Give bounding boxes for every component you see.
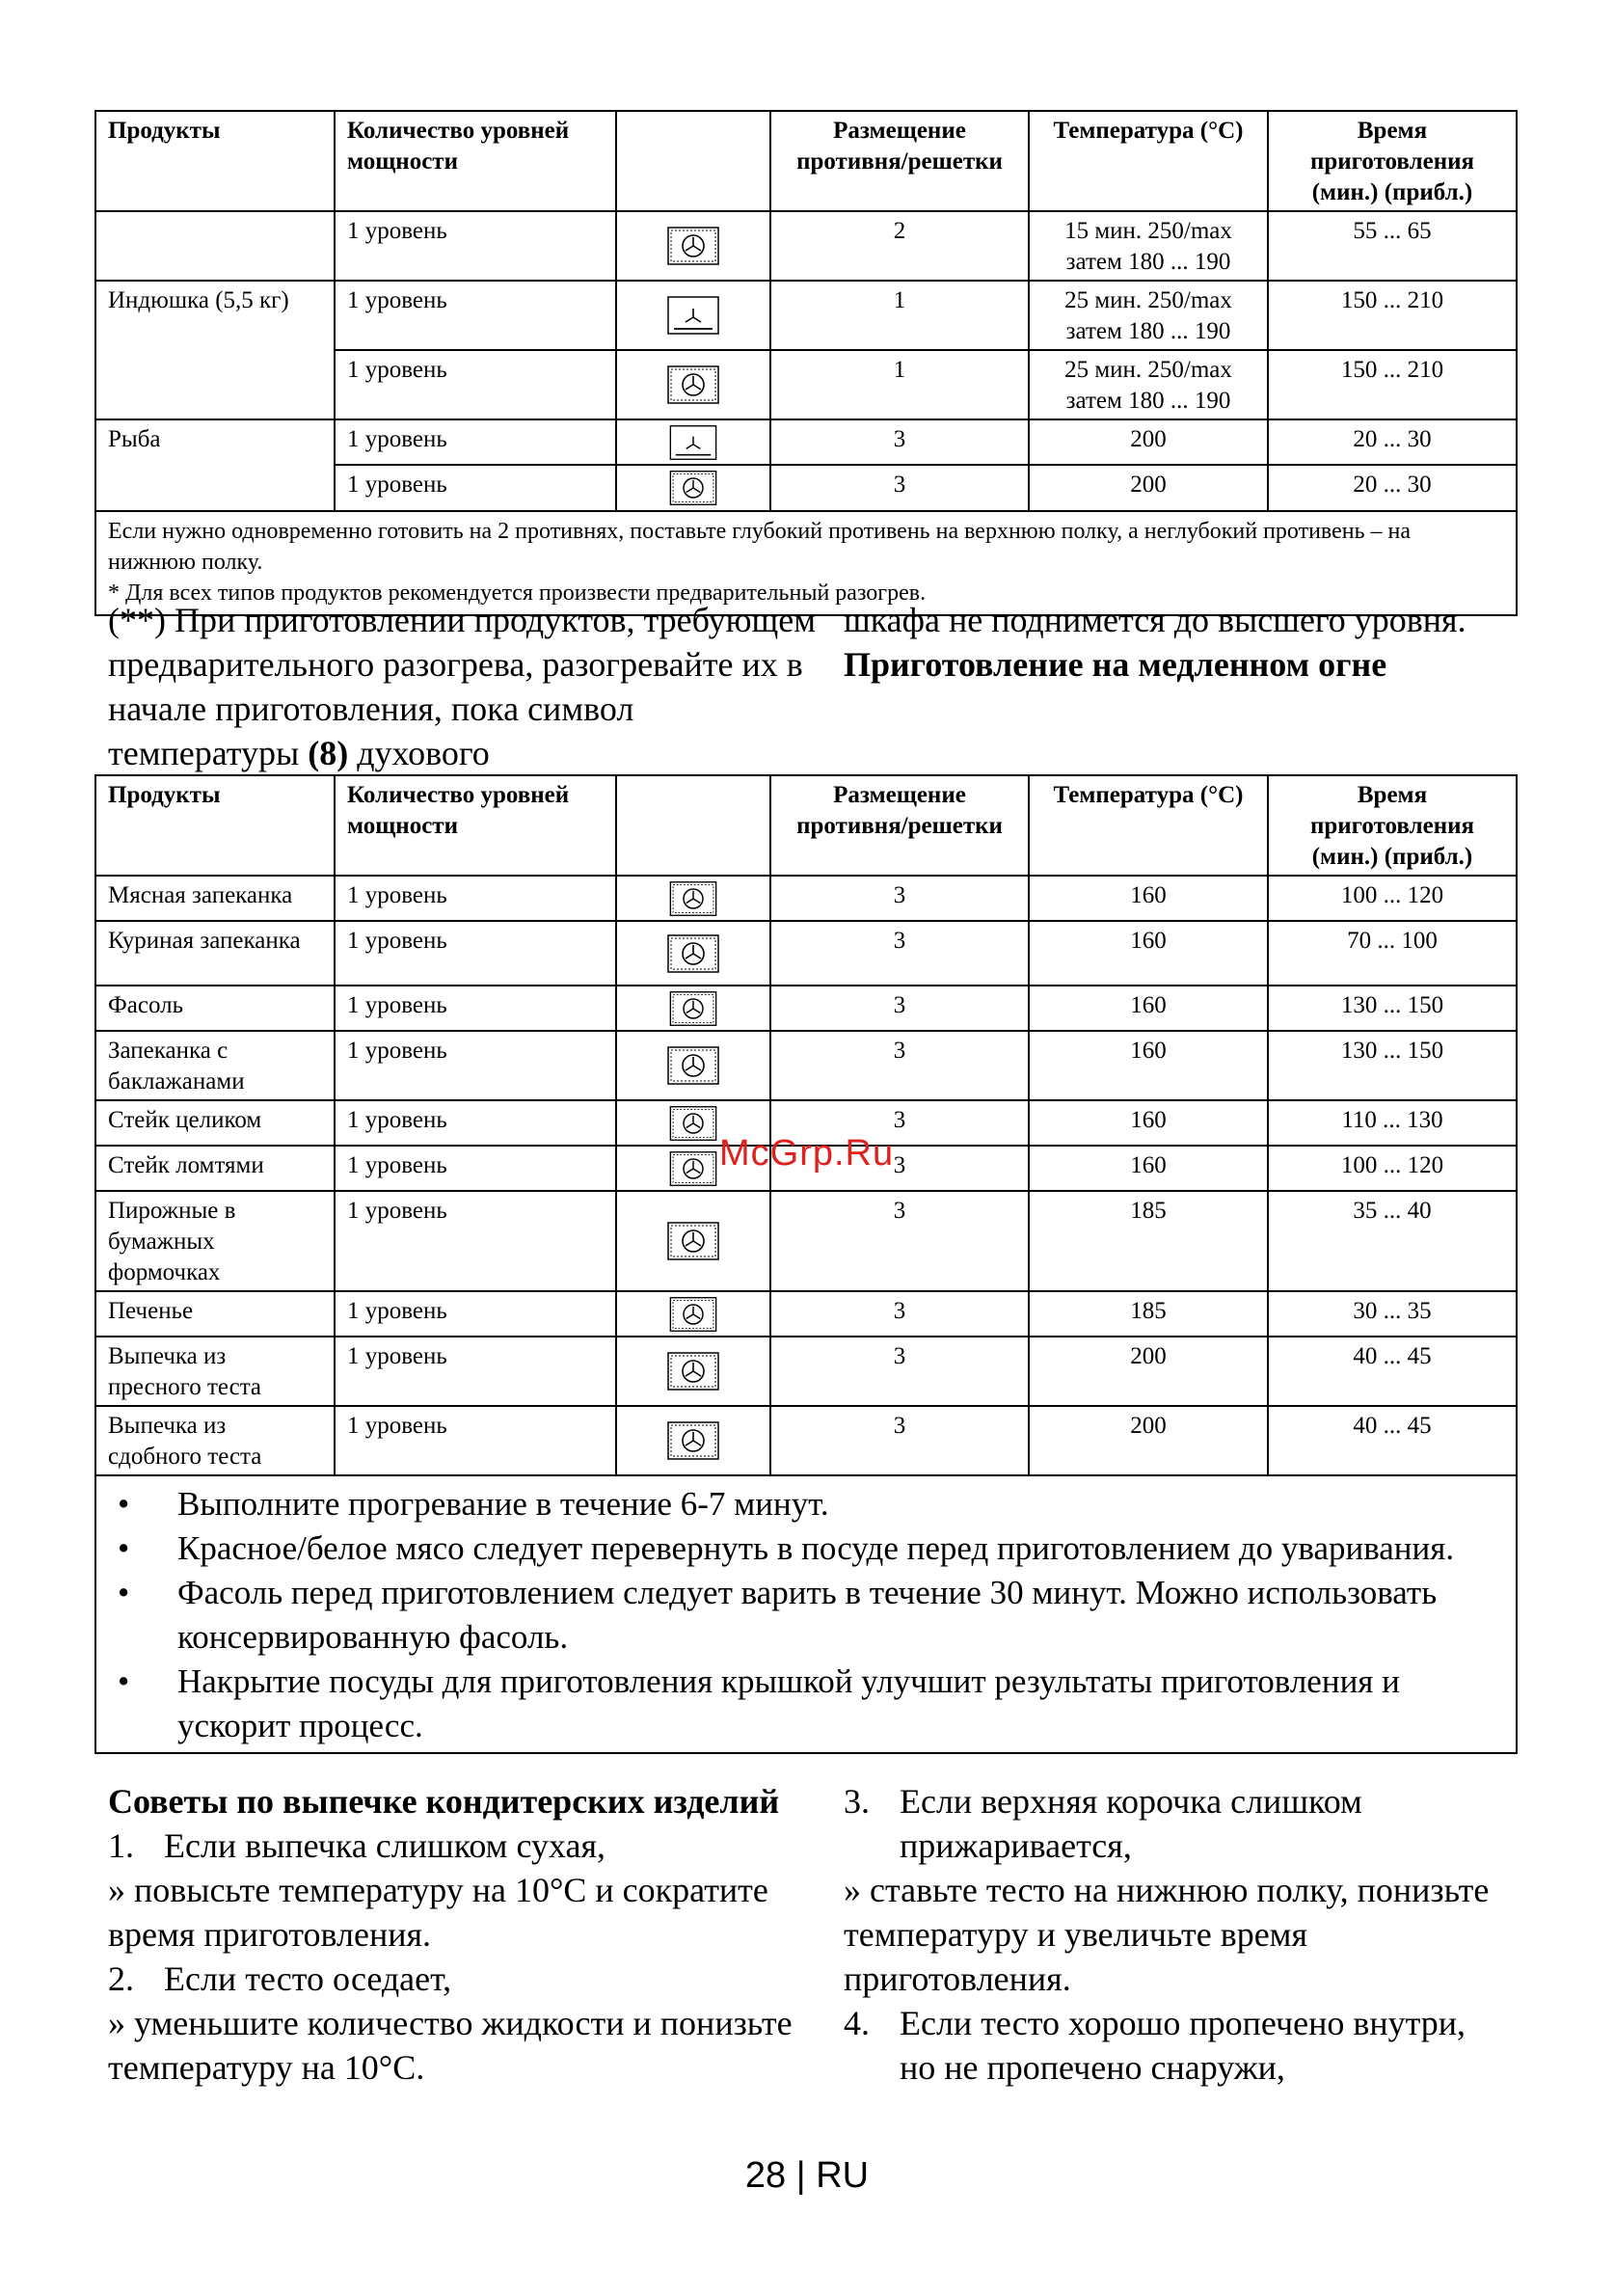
- fan-icon: [665, 1044, 721, 1087]
- page-number: 28 | RU: [744, 2155, 870, 2196]
- fan-icon: [665, 1220, 721, 1262]
- fan-icon: [665, 879, 721, 918]
- header-temperature: Температура (°C): [1029, 111, 1268, 211]
- cell-level: 1 уровень: [335, 1146, 616, 1191]
- cell-level: 1 уровень: [335, 1406, 616, 1475]
- cell-time: 70 ... 100: [1268, 921, 1517, 986]
- cell-temp: 160: [1029, 876, 1268, 921]
- tips-right-column: [844, 1779, 1509, 2090]
- cell-level: 1 уровень: [335, 211, 616, 281]
- cell-level: 1 уровень: [335, 1291, 616, 1337]
- cell-time: 40 ... 45: [1268, 1406, 1517, 1475]
- header-temperature: Температура (°C): [1029, 775, 1268, 876]
- cell-shelf: 3: [770, 419, 1029, 465]
- fan-icon: [665, 469, 721, 507]
- cell-temp: 160: [1029, 1100, 1268, 1146]
- table-row: [95, 1031, 1517, 1100]
- cell-shelf: 3: [770, 921, 1029, 986]
- cell-temp: 185: [1029, 1191, 1268, 1291]
- table-header-row: [95, 775, 1517, 876]
- cell-shelf: 3: [770, 1291, 1029, 1337]
- fan-icon: [665, 932, 721, 975]
- header-levels: Количество уровней мощности: [335, 111, 616, 211]
- cell-temp: 25 мин. 250/max затем 180 ... 190: [1029, 350, 1268, 419]
- tip-advice: » уменьшите количество жидкости и понизьте температуру на 10°C.: [108, 2004, 793, 2087]
- cell-time: 20 ... 30: [1268, 465, 1517, 511]
- cell-temp: 160: [1029, 1146, 1268, 1191]
- list-item: • Выполните прогревание в течение 6-7 минут.: [118, 1485, 829, 1523]
- header-placement: Размещение противня/решетки: [770, 775, 1029, 876]
- cell-product: [95, 211, 335, 281]
- cooking-table-1: [94, 110, 1518, 616]
- table-row: [95, 1191, 1517, 1291]
- cell-level: 1 уровень: [335, 1100, 616, 1146]
- cell-temp: 160: [1029, 921, 1268, 986]
- fan-icon: [665, 1419, 721, 1462]
- list-item: • Накрытие посуды для приготовления крышкой улучшит результаты приготовления и ускорит процесс.: [118, 1662, 1400, 1744]
- list-item: 2. Если тесто оседает,: [108, 1959, 452, 1998]
- table-row: [95, 876, 1517, 921]
- cell-time: 20 ... 30: [1268, 419, 1517, 465]
- section-heading-slow-cook: Приготовление на медленном огне: [844, 645, 1387, 684]
- table-header-row: [95, 111, 1517, 211]
- bottom-fan-icon: [665, 423, 721, 462]
- cell-product: Стейк ломтями: [95, 1146, 335, 1191]
- cell-product: Пирожные в бумажных формочках: [95, 1191, 335, 1291]
- cell-product: Печенье: [95, 1291, 335, 1337]
- cell-time: 130 ... 150: [1268, 986, 1517, 1031]
- tip-advice: » ставьте тесто на нижнюю полку, понизьте температуру и увеличьте время приготовления.: [844, 1871, 1490, 1998]
- cell-temp: 200: [1029, 419, 1268, 465]
- cell-product: Рыба: [95, 419, 335, 511]
- fan-icon: [665, 1295, 721, 1334]
- list-item: • Фасоль перед приготовлением следует варить в течение 30 минут. Можно использовать консервированную фасоль.: [118, 1574, 1438, 1656]
- list-item: 1. Если выпечка слишком сухая,: [108, 1826, 606, 1865]
- cell-level: 1 уровень: [335, 465, 616, 511]
- cell-product: Выпечка из сдобного теста: [95, 1406, 335, 1475]
- header-products: Продукты: [95, 111, 335, 211]
- cell-time: 35 ... 40: [1268, 1191, 1517, 1291]
- table-row: [95, 211, 1517, 281]
- cell-level: 1 уровень: [335, 1191, 616, 1291]
- watermark-text: McGrp.Ru: [719, 1133, 895, 1174]
- cell-temp: 25 мин. 250/max затем 180 ... 190: [1029, 281, 1268, 350]
- cell-level: 1 уровень: [335, 281, 616, 350]
- header-products: Продукты: [95, 775, 335, 876]
- header-icon-col: [616, 111, 770, 211]
- cell-shelf: 3: [770, 1191, 1029, 1291]
- cell-temp: 160: [1029, 986, 1268, 1031]
- fan-icon: [665, 1350, 721, 1392]
- cell-level: 1 уровень: [335, 986, 616, 1031]
- fan-icon: [665, 1104, 721, 1143]
- table-row: [95, 1406, 1517, 1475]
- cell-shelf: 1: [770, 281, 1029, 350]
- tips-left-column: [108, 1779, 802, 2090]
- cell-time: 130 ... 150: [1268, 1031, 1517, 1100]
- table-notes-row: [95, 1475, 1517, 1753]
- cell-shelf: 3: [770, 1337, 1029, 1406]
- cell-product: Стейк целиком: [95, 1100, 335, 1146]
- table-row: [95, 1337, 1517, 1406]
- cell-level: 1 уровень: [335, 350, 616, 419]
- list-item: • Красное/белое мясо следует перевернуть в посуде перед приготовлением до уваривания.: [118, 1529, 1455, 1567]
- cell-level: 1 уровень: [335, 1337, 616, 1406]
- cell-product: Мясная запеканка: [95, 876, 335, 921]
- cell-level: 1 уровень: [335, 419, 616, 465]
- table-row: [95, 921, 1517, 986]
- fan-icon: [665, 989, 721, 1028]
- cell-product: Куриная запеканка: [95, 921, 335, 986]
- header-placement: Размещение противня/решетки: [770, 111, 1029, 211]
- fan-icon: [665, 1149, 721, 1188]
- tips-heading: Советы по выпечке кондитерских изделий: [108, 1782, 780, 1821]
- header-time: Время приготовления (мин.) (прибл.): [1268, 111, 1517, 211]
- list-item: 4. Если тесто хорошо пропечено внутри, но не пропечено снаружи,: [844, 2004, 1466, 2087]
- cell-time: 40 ... 45: [1268, 1337, 1517, 1406]
- table-row: [95, 1291, 1517, 1337]
- table-row: [95, 281, 1517, 350]
- header-icon-col: [616, 775, 770, 876]
- cell-level: 1 уровень: [335, 1031, 616, 1100]
- slow-cooking-table: [94, 774, 1518, 1754]
- cell-time: 100 ... 120: [1268, 876, 1517, 921]
- tip-advice: » повысьте температуру на 10°C и сократите время приготовления.: [108, 1871, 768, 1954]
- cell-temp: 200: [1029, 1337, 1268, 1406]
- cell-time: 100 ... 120: [1268, 1146, 1517, 1191]
- cell-level: 1 уровень: [335, 921, 616, 986]
- preheat-paragraph: (**) При приготовлении продуктов, требующем предварительного разогрева, разогревайте их в начале приготовления, пока символ температуры (8) духового: [108, 601, 816, 772]
- fan-icon: [665, 364, 721, 406]
- cell-shelf: 3: [770, 465, 1029, 511]
- cell-product: Индюшка (5,5 кг): [95, 281, 335, 419]
- preheat-paragraph-cont: шкафа не поднимется до высшего уровня. Приготовление на медленном огне: [844, 598, 1499, 687]
- cell-temp: 185: [1029, 1291, 1268, 1337]
- cell-shelf: 3: [770, 986, 1029, 1031]
- note-two-trays: Если нужно одновременно готовить на 2 противнях, поставьте глубокий противень на верхнюю полку, а неглубокий противень – на нижнюю полку.: [108, 519, 1412, 575]
- cell-temp: 160: [1029, 1031, 1268, 1100]
- cell-product: Фасоль: [95, 986, 335, 1031]
- cell-time: 55 ... 65: [1268, 211, 1517, 281]
- bottom-fan-icon: [665, 294, 721, 337]
- cell-shelf: 2: [770, 211, 1029, 281]
- cell-shelf: 3: [770, 1031, 1029, 1100]
- cell-time: 110 ... 130: [1268, 1100, 1517, 1146]
- table-row: [95, 986, 1517, 1031]
- header-time: Время приготовления (мин.) (прибл.): [1268, 775, 1517, 876]
- cell-product: Запеканка с баклажанами: [95, 1031, 335, 1100]
- cell-time: 30 ... 35: [1268, 1291, 1517, 1337]
- table-row: [95, 419, 1517, 465]
- cell-level: 1 уровень: [335, 876, 616, 921]
- cell-shelf: 1: [770, 350, 1029, 419]
- list-item: 3. Если верхняя корочка слишком прижаривается,: [844, 1782, 1362, 1865]
- cell-shelf: 3: [770, 1146, 1029, 1191]
- cell-shelf: 3: [770, 876, 1029, 921]
- fan-icon: [665, 225, 721, 267]
- cell-temp: 200: [1029, 1406, 1268, 1475]
- note-preheat: * Для всех типов продуктов рекомендуется произвести предварительный разогрев.: [108, 581, 927, 606]
- cell-shelf: 3: [770, 1406, 1029, 1475]
- cell-temp: 200: [1029, 465, 1268, 511]
- cell-product: Выпечка из пресного теста: [95, 1337, 335, 1406]
- cell-time: 150 ... 210: [1268, 281, 1517, 350]
- header-levels: Количество уровней мощности: [335, 775, 616, 876]
- cell-shelf: 3: [770, 1100, 1029, 1146]
- cell-temp: 15 мин. 250/max затем 180 ... 190: [1029, 211, 1268, 281]
- cell-time: 150 ... 210: [1268, 350, 1517, 419]
